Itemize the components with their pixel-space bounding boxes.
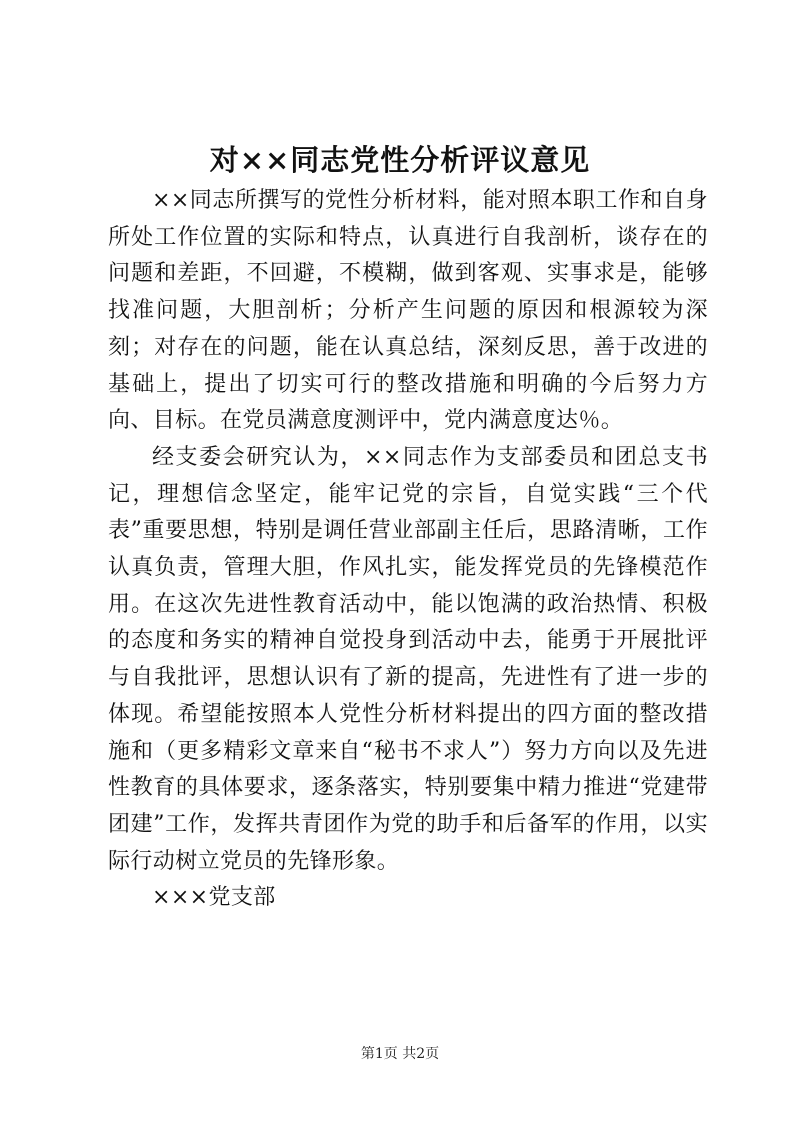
body-paragraph-2: 经支委会研究认为，××同志作为支部委员和团总支书记，理想信念坚定，能牢记党的宗旨，自觉实践“三个代表”重要思想，特别是调任营业部副主任后，思路清晰，工作认真负责，管理大胆，作风扎实，能发挥党员的先锋模范作用。在这次先进性教育活动中，能以饱满的政治热情、积极的态度和务实的精神自觉投身到活动中去，能勇于开展批评与自我批评，思想认识有了新的提高，先进性有了进一步的体现。希望能按照本人党性分析材料提出的四方面的整改措施和（更多精彩文章来自“秘书不求人”）努力方向以及先进性教育的具体要求，逐条落实，特别要集中精力推进“党建带团建”工作，发挥共青团作为党的助手和后备军的作用，以实际行动树立党员的先锋形象。 <box>108 444 708 874</box>
document-body <box>108 183 708 917</box>
signature-party-branch: ×××党支部 <box>152 885 276 911</box>
document-title: 对××同志党性分析评议意见 <box>209 143 591 177</box>
body-paragraph-1: ××同志所撰写的党性分析材料，能对照本职工作和自身所处工作位置的实际和特点，认真进行自我剖析，谈存在的问题和差距，不回避，不模糊，做到客观、实事求是，能够找准问题，大胆剖析；分析产生问题的原因和根源较为深刻；对存在的问题，能在认真总结，深刻反思，善于改进的基础上，提出了切实可行的整改措施和明确的今后努力方向、目标。在党员满意度测评中，党内满意度达％。 <box>108 188 708 434</box>
page-number-footer: 第1页 共2页 <box>360 1046 440 1062</box>
